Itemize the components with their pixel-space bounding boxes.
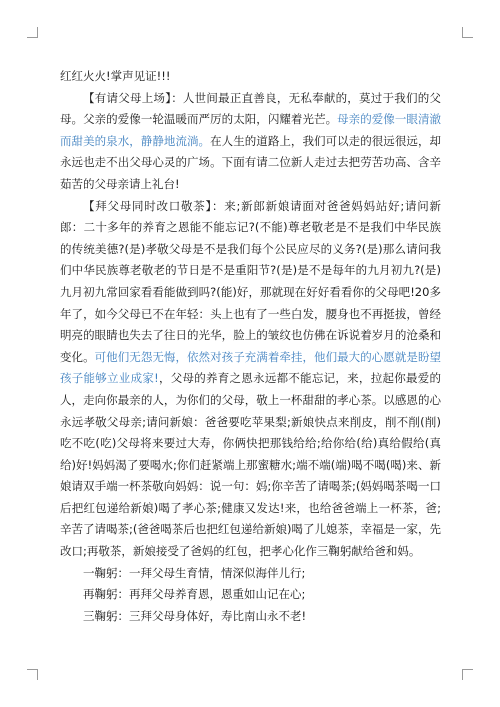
- opening-line: 红红火火!掌声见证!!!: [60, 69, 171, 83]
- paragraph-parents-entrance: [60, 88, 441, 196]
- crop-mark-bottom-left: [27, 669, 38, 680]
- document-body: [60, 66, 441, 627]
- highlighted-text: 可他们无怨无悔，依然对孩子充满着牵挂，他们最大的心愿就是盼望孩子能够立业成家!: [60, 349, 441, 386]
- paragraph-text: ：来;新郎新娘请面对爸爸妈妈站好;请问新郎：二十多年的养育之恩能不能忘记?(不能)尊老敬老是不是我们中华民族的传统美德?(是)孝敬父母是不是我们每个公民应尽的义务?(是)那么请问我们中华民族尊老敬老的节日是不是重阳节?(是)是不是每年的九月初九?(是)九月初九常回家看看能做到吗?(能)好，那就现在好好看看你的父母吧!20多年了，如今父母已不在年轻：头上也有了一些白发，腰身也不再挺拔，曾经明亮的眼睛也失去了往日的光华，脸上的皱纹也仿佛在诉说着岁月的沧桑和变化。: [60, 198, 441, 364]
- paragraph-text: ，父母的养育之恩永远都不能忘记，来，拉起你最爱的人，走向你最亲的人，为你们的父母，敬上一杯甜甜的孝心茶。以感恩的心永远孝敬父母亲;请问新娘：爸爸要吃苹果梨;新娘快点来削皮，削不削(削)吃不吃(吃)父母将来要过大寿，你俩快把那钱给给;给你给(给)真给假给(真给)好!妈妈渴了要喝水;你们赶紧端上那蜜糖水;端不端(端)喝不喝(喝)来、新娘请双手端一杯茶敬向妈妈：说一句：妈;你辛苦了请喝茶;(妈妈喝茶喝一口后把红包递给新娘)喝了孝心茶;健康又发达!来，也给爸爸端上一杯茶，爸;辛苦了请喝茶;(爸爸喝茶后也把红包递给新娘)喝了儿媳茶，幸福是一家，先改口;再敬茶，新娘接受了爸妈的红包，把孝心化作三鞠躬献给爸和妈。: [60, 371, 442, 559]
- paragraph-tea-ceremony: [60, 196, 441, 563]
- paragraph-text: 在人生的道路上，我们可以走的很远很远，却永远也走不出父母心灵的广场。下面有请二位新人走过去把劳苦功高、含辛茹苦的父母亲请上礼台!: [60, 133, 441, 191]
- section-heading: 【拜父母同时改口敬茶】: [83, 198, 212, 213]
- paragraph-text: ：人世间最正直善良，无私奉献的，莫过于我们的父母。父亲的爱像一轮温暖而严厉的太阳，闪耀着光芒。: [60, 90, 442, 127]
- bow-line-2: 再鞠躬：再拜父母养育恩，恩重如山记在心;: [83, 587, 306, 602]
- section-heading: 【有请父母上场】: [83, 90, 172, 105]
- crop-mark-bottom-right: [462, 669, 473, 680]
- bow-line-3: 三鞠躬：三拜父母身体好，寿比南山永不老!: [83, 608, 307, 623]
- bow-line-1: 一鞠躬：一拜父母生育情，情深似海伴儿行;: [83, 565, 306, 580]
- crop-mark-top-right: [462, 27, 473, 38]
- highlighted-text: 母亲的爱像一眼清澈而甜美的泉水，静静地流淌。: [60, 112, 441, 148]
- crop-mark-top-left: [27, 27, 38, 38]
